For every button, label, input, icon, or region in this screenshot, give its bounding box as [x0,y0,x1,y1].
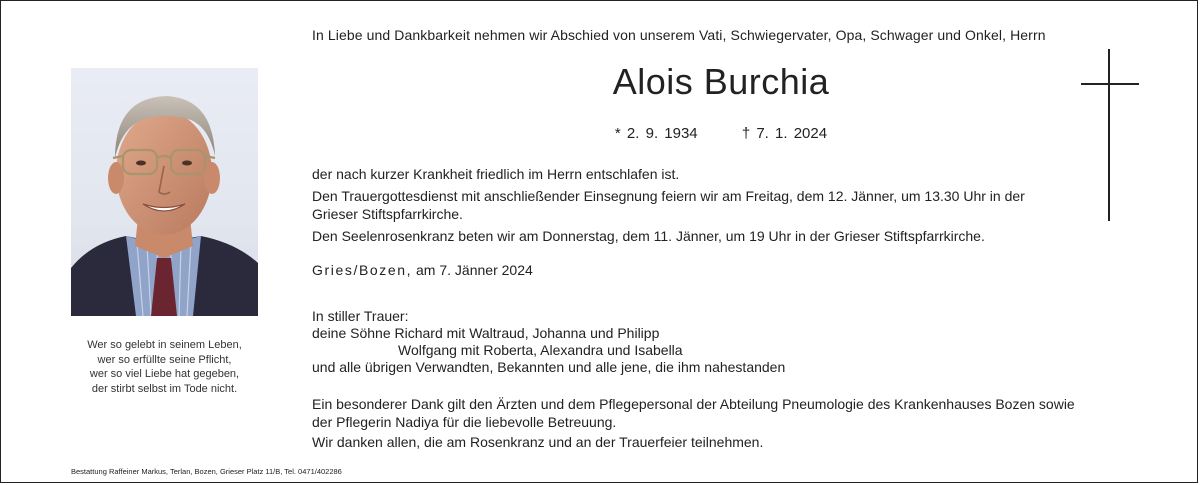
place-location: Gries/Bozen, [312,262,413,278]
verse-line: wer so viel Liebe hat gegeben, [89,368,240,380]
death-date: † 7. 1. 2024 [741,125,828,142]
mourners-heading: In stiller Trauer: [312,308,409,324]
body-paragraph: Den Trauergottesdienst mit anschließender Einsegnung feiern wir am Freitag, dem 12. Jänner, um 13.30 Uhr in der Grieser Stiftspfarrkirche. [312,188,1025,222]
verse-line: der stirbt selbst im Tode nicht. [91,382,238,395]
place-and-date [312,262,533,278]
body-paragraph: der nach kurzer Krankheit friedlich im Herrn entschlafen ist. [312,166,680,182]
place-date: am 7. Jänner 2024 [416,262,533,278]
funeral-home-footer: Bestattung Raffeiner Markus, Terlan, Bozen, Grieser Platz 11/B, Tel. 0471/402286 [71,467,342,476]
life-dates [561,125,881,142]
deceased-name: Alois Burchia [612,61,830,102]
mourners-line: und alle übrigen Verwandten, Bekannten und alle jene, die ihm nahestanden [312,359,786,375]
thanks-paragraph: Wir danken allen, die am Rosenkranz und an der Trauerfeier teilnehmen. [312,434,764,450]
thanks-paragraph: Ein besonderer Dank gilt den Ärzten und dem Pflegepersonal der Abteilung Pneumologie des Krankenhauses Bozen sowie der Pflegerin Nadiya für die liebevolle Betreuung. [312,396,1075,430]
cross-icon [1081,49,1139,221]
intro-text: In Liebe und Dankbarkeit nehmen wir Abschied von unserem Vati, Schwiegervater, Opa, Schwager und Onkel, Herrn [312,27,1046,43]
memorial-verse [71,338,258,396]
thanks-section [312,395,1082,453]
birth-date: * 2. 9. 1934 [614,125,698,142]
verse-line: wer so erfüllte seine Pflicht, [97,353,232,366]
mourners-line: deine Söhne Richard mit Waltraud, Johanna und Philipp [312,325,660,341]
mourners-line: Wolfgang mit Roberta, Alexandra und Isabella [398,342,683,358]
verse-line: Wer so gelebt in seinem Leben, [87,339,242,351]
announcement-body [312,165,1072,249]
body-paragraph: Den Seelenrosenkranz beten wir am Donnerstag, dem 11. Jänner, um 19 Uhr in der Grieser Stiftspfarrkirche. [312,228,985,244]
mourners-list [312,308,1072,376]
portrait-photo [71,68,258,316]
